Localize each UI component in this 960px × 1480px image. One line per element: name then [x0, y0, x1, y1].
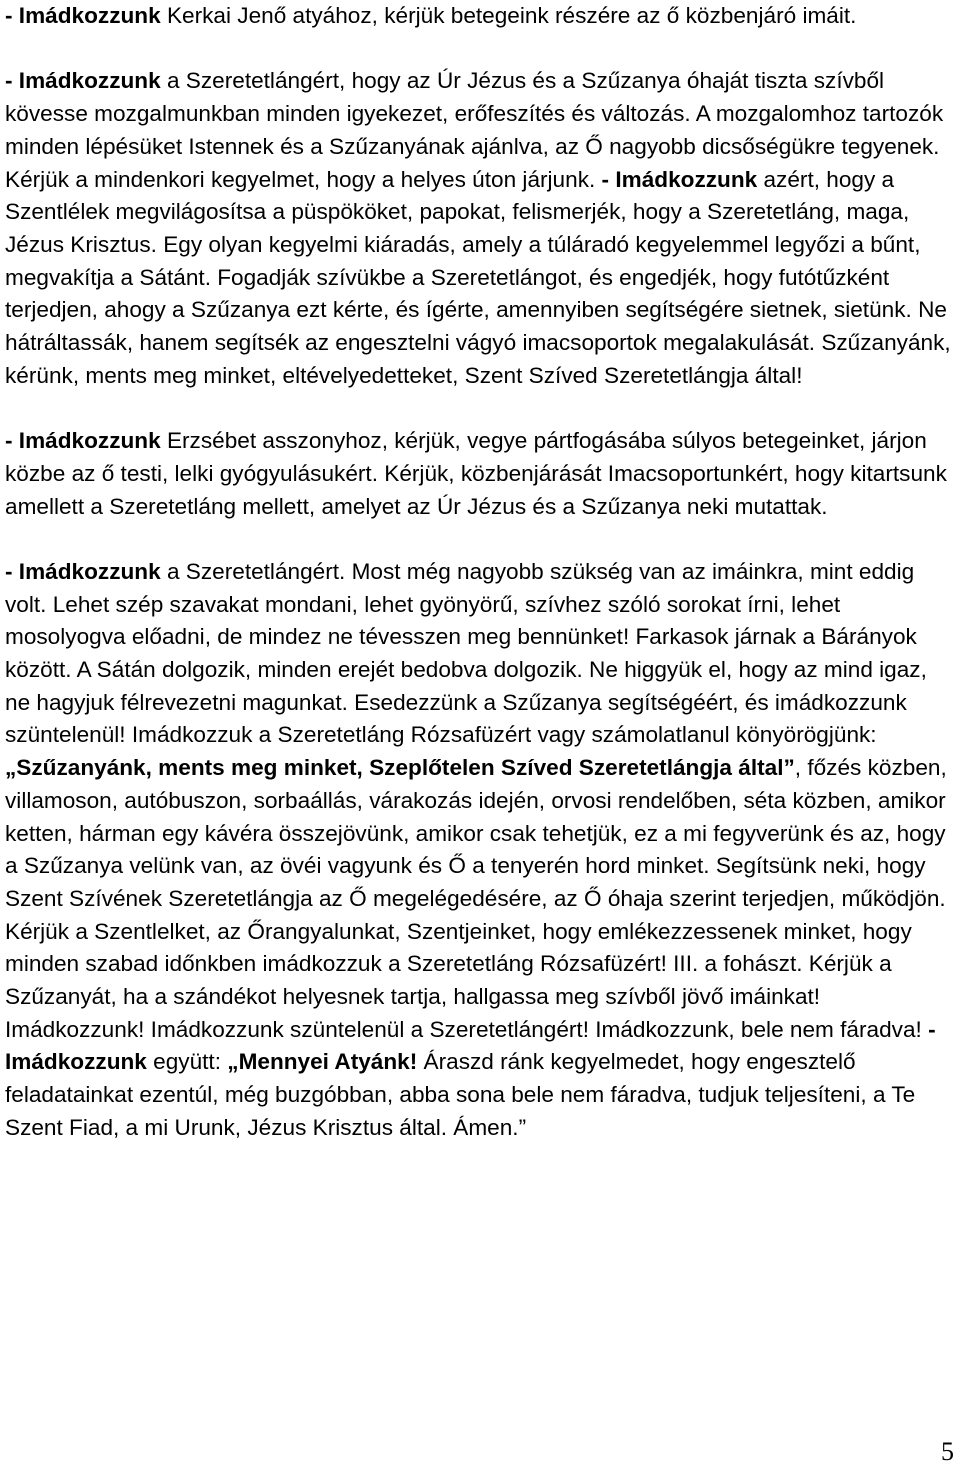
paragraph-text: a Szeretetlángért, hogy az Úr Jézus és a Szűzanya óhaját tiszta szívből kövesse mozgalmunkban minden igyekezet, erőfeszítés és változás. A mozgalomhoz tartozók minden lépésüket Istennek és a Szűzanyának ajánlva, az Ő nagyobb dicsőségükre tegyenek. Kérjük a mindenkori kegyelmet, hogy a helyes úton járjunk.: [5, 68, 944, 192]
paragraph-text: , főzés közben, villamoson, autóbuszon, sorbaállás, várakozás idején, orvosi rendelőben, séta közben, amikor ketten, hárman egy kávéra összejövünk, amikor csak tehetjük, ez a mi fegyverünk és az, hogy a Szűzanya velünk van, az övéi vagyunk és Ő a tenyerén hord minket. Segítsünk neki, hogy Szent Szívének Szeretetlángja az Ő megelégedésére, az Ő óhaja szerint terjedjen, működjön. Kérjük a Szentlelket, az Őrangyalunkat, Szentjeinket, hogy emlékezzessenek minket, hogy minden szabad időnkben imádkozzuk a Szeretetláng Rózsafüzért! III. a fohászt. Kérjük a Szűzanyát, ha a szándékot helyesnek tartja, hallgassa meg szívből jövő imáinkat! Imádkozzunk! Imádkozzunk szüntelenül a Szeretetlángért! Imádkozzunk, bele nem fáradva!: [5, 755, 947, 1042]
paragraph-erzsebet: [5, 425, 953, 523]
paragraph-text: együtt:: [146, 1049, 228, 1075]
page-number: 5: [941, 1437, 954, 1466]
prayer-lead: - Imádkozzunk: [5, 68, 161, 94]
paragraph-text: Kerkai Jenő atyához, kérjük betegeink részére az ő közbenjáró imáit.: [160, 3, 857, 28]
paragraph-text: Erzsébet asszonyhoz, kérjük, vegye pártfogásába súlyos betegeinket, járjon közbe az ő testi, lelki gyógyulásukért. Kérjük, közbenjárását Imacsoportunkért, hogy kitartsunk amellett a Szeretetláng mellett, amelyet az Úr Jézus és a Szűzanya neki mutattak.: [5, 428, 947, 519]
paragraph-szeretetlang: [5, 65, 953, 392]
paragraph-kerkai: [5, 0, 953, 33]
ejaculatory-prayer: „Szűzanyánk, ments meg minket, Szeplőtelen Szíved Szeretetlángja által”: [5, 755, 795, 781]
prayer-lead: - Imádkozzunk: [601, 166, 758, 192]
prayer-lead: - Imádkozzunk: [5, 428, 161, 454]
prayer-lead: - Imádkozzunk: [5, 1016, 936, 1075]
paragraph-text: a Szeretetlángért. Most még nagyobb szükség van az imáinkra, mint eddig volt. Lehet szép szavakat mondani, lehet gyönyörű, szívhez szóló sorokat írni, lehet mosolyogva előadni, de mindez ne tévesszen meg bennünket! Farkasok járnak a Bárányok között. A Sátán dolgozik, minden erejét bedobva dolgozik. Ne higgyük el, hogy az mind igaz, ne hagyjuk félrevezetni magunkat. Esedezzünk a Szűzanya segítségéért, és imádkozzunk szüntelenül! Imádkozzuk a Szeretetláng Rózsafüzért vagy számolatlanul könyörögjünk:: [5, 558, 927, 748]
prayer-title: „Mennyei Atyánk!: [227, 1049, 418, 1075]
paragraph-szeretetlangert: [5, 556, 953, 1145]
prayer-lead: - Imádkozzunk: [5, 3, 161, 28]
paragraph-text: Áraszd ránk kegyelmedet, hogy engesztelő feladatainkat ezentúl, még buzgóbban, abba sona bele nem fáradva, tudjuk teljesíteni, a Te Szent Fiad, a mi Urunk, Jézus Krisztus által. Ámen.”: [5, 1049, 916, 1140]
paragraph-text: azért, hogy a Szentlélek megvilágosítsa a püspököket, papokat, felismerjék, hogy a Szeretetláng, maga, Jézus Krisztus. Egy olyan kegyelmi kiáradás, amely a túláradó kegyelemmel legyőzi a bűnt, megvakítja a Sátánt. Fogadják szívükbe a Szeretetlángot, és engedjék, hogy futótűzként terjedjen, ahogy a Szűzanya ezt kérte, és ígérte, amennyiben segítségére sietnek, sietünk. Ne hátráltassák, hanem segítsék az engesztelni vágyó imacsoportok megalakulását. Szűzanyánk, kérünk, ments meg minket, eltévelyedetteket, Szent Szíved Szeretetlángja által!: [5, 166, 951, 388]
prayer-lead: - Imádkozzunk: [5, 558, 161, 584]
paragraph-gap: [5, 523, 953, 556]
paragraph-gap: [5, 33, 953, 66]
document-body: [5, 0, 953, 1145]
paragraph-gap: [5, 392, 953, 425]
